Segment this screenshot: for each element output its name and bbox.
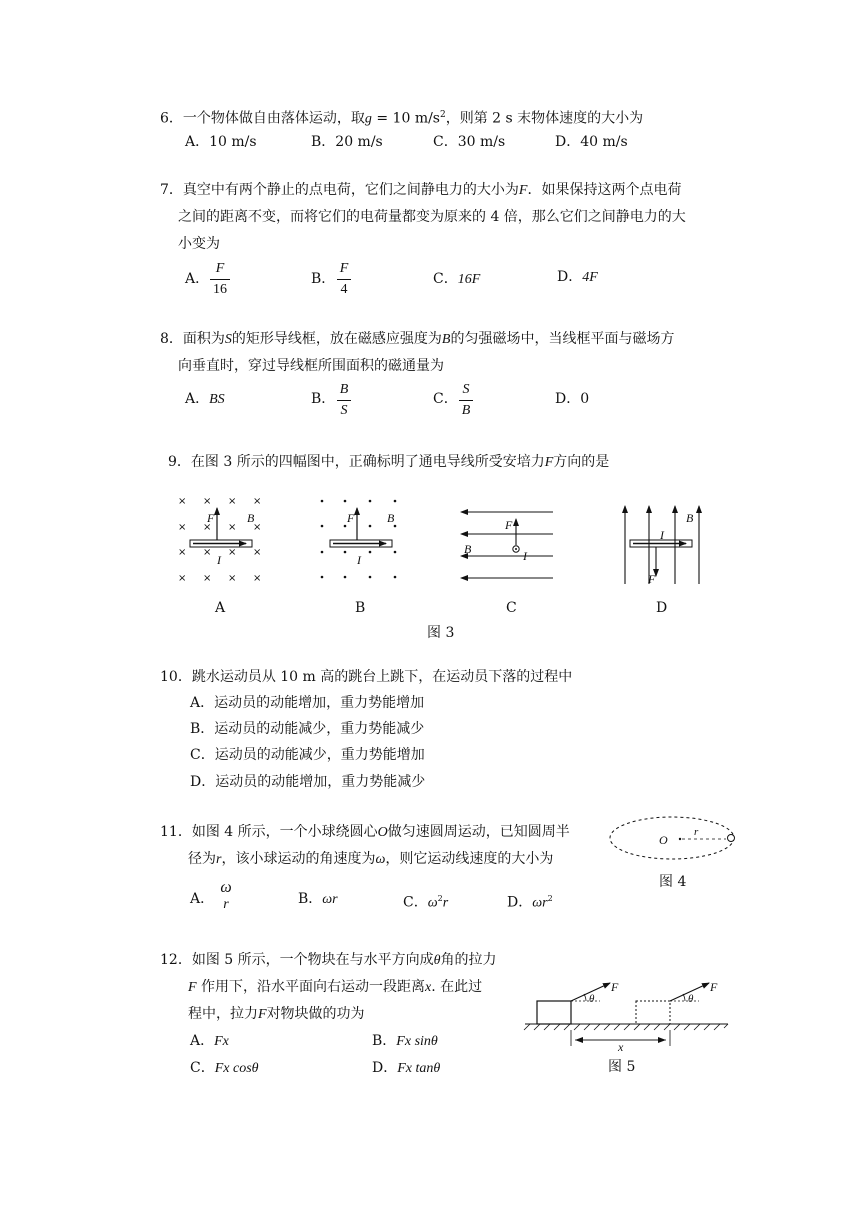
q12-stem-line1: 12．如图 5 所示，一个物块在与水平方向成θ角的拉力 — [160, 952, 497, 968]
svg-text:×: × — [228, 496, 237, 507]
svg-text:×: × — [253, 522, 262, 533]
figure-4-center-label: O — [659, 833, 668, 847]
q6-stem: 6．一个物体做自由落体运动，取g = 10 $m/s^2$，则第 2 s 末物体速度的大小为 — [160, 110, 644, 127]
svg-text:×: × — [178, 496, 187, 507]
figure-4-title: 图 4 — [659, 874, 687, 890]
figure-5-force-label-1: F — [611, 980, 619, 994]
figure-3d-current-label: I — [660, 528, 664, 542]
q11-stem-line1: 11．如图 4 所示，一个小球绕圆心O做匀速圆周运动，已知圆周半 — [160, 824, 570, 840]
figure-3d-force-label: F — [648, 572, 656, 586]
figure-5-title: 图 5 — [608, 1059, 636, 1075]
figure-3d-caption: D — [656, 600, 668, 616]
svg-text:×: × — [253, 573, 262, 584]
svg-text:×: × — [253, 496, 262, 507]
figure-3c-force-label: F — [505, 518, 513, 532]
q12-stem-line3: 程中，拉力F对物块做的功为 — [188, 1006, 365, 1022]
figure-5-force-label-2: F — [710, 980, 718, 994]
figure-5-angle-label-1: θ — [589, 993, 595, 1005]
q11-option-a-label: A． — [190, 891, 215, 907]
q7-stem-line3: 小变为 — [178, 236, 220, 252]
figure-3b-field-label: B — [387, 511, 395, 525]
q11-option-b: B．ωr — [298, 891, 338, 907]
q11-stem-line2: 径为r，该小球运动的角速度为ω，则它运动线速度的大小为 — [188, 851, 554, 867]
svg-text:×: × — [228, 522, 237, 533]
svg-text:×: × — [203, 522, 212, 533]
q10-option-a: A．运动员的动能增加，重力势能增加 — [190, 695, 425, 711]
q7-option-d: D．4F — [557, 269, 598, 285]
q6-option-b: B．20 m/s — [311, 134, 383, 150]
q7-option-b-label: B． — [311, 271, 336, 287]
svg-text:×: × — [203, 573, 212, 584]
q8-option-c-fraction: S B — [459, 382, 473, 419]
q8-option-b-label: B． — [311, 391, 336, 407]
figure-4-diagram — [610, 817, 735, 859]
figure-3c-field-label: B — [464, 542, 472, 556]
figure-5-angle-label-2: θ — [688, 993, 694, 1005]
q8-option-a: A．BS — [185, 391, 225, 407]
q10-option-c: C．运动员的动能减少，重力势能增加 — [190, 747, 425, 763]
svg-text:×: × — [228, 573, 237, 584]
q12-option-d: D．Fx tanθ — [372, 1060, 441, 1076]
svg-text:×: × — [203, 496, 212, 507]
q11-option-c: C．$\omega^2r$ — [403, 894, 449, 911]
figure-3c-current-label: I — [523, 549, 527, 563]
figure-5-diagram — [524, 983, 728, 1046]
q12-stem-line2: F 作用下，沿水平面向右运动一段距离x. 在此过 — [188, 979, 483, 995]
svg-text:×: × — [178, 547, 187, 558]
figure-3b-caption: B — [355, 600, 366, 616]
q8-option-c-label: C． — [433, 391, 458, 407]
q7-option-a-fraction: F 16 — [210, 261, 230, 298]
q12-option-b: B．Fx sinθ — [372, 1033, 438, 1049]
q11-option-d: D．$\omega r^2$ — [507, 894, 553, 911]
q8-option-b-fraction: B S — [337, 382, 351, 419]
q6-option-c: C．30 m/s — [433, 134, 506, 150]
figure-3a-force-label: F — [207, 511, 215, 525]
q9-stem: 9．在图 3 所示的四幅图中，正确标明了通电导线所受安培力F方向的是 — [168, 454, 610, 470]
svg-text:×: × — [253, 547, 262, 558]
q10-option-b: B．运动员的动能减少，重力势能减少 — [190, 721, 425, 737]
figure-3b-current-label: I — [357, 553, 361, 567]
q10-stem: 10．跳水运动员从 10 m 高的跳台上跳下，在运动员下落的过程中 — [160, 669, 573, 685]
figure-3b-force-label: F — [347, 511, 355, 525]
q7-option-c: C．16F — [433, 271, 481, 287]
q10-option-d: D．运动员的动能增加，重力势能减少 — [190, 774, 426, 790]
figure-3-title: 图 3 — [427, 625, 455, 641]
figure-3a-field-label: B — [247, 511, 255, 525]
q7-stem-line1: 7．真空中有两个静止的点电荷，它们之间静电力的大小为F．如果保持这两个点电荷 — [160, 182, 682, 198]
figure-3a-current-label: I — [217, 553, 221, 567]
figure-5-distance-label: x — [618, 1040, 624, 1054]
q8-stem-line1: 8．面积为S的矩形导线框，放在磁感应强度为B的匀强磁场中，当线框平面与磁场方 — [160, 331, 675, 347]
figure-3d-field-label: B — [686, 511, 694, 525]
q7-option-a-label: A． — [185, 271, 210, 287]
q6-option-a: A．10 m/s — [185, 134, 257, 150]
figure-3a-caption: A — [215, 600, 226, 616]
svg-text:×: × — [178, 522, 187, 533]
q7-option-b-fraction: F 4 — [337, 261, 351, 298]
q11-option-a-fraction: ω r — [220, 879, 232, 912]
svg-text:×: × — [228, 547, 237, 558]
q12-option-c: C．Fx cosθ — [190, 1060, 259, 1076]
svg-text:×: × — [178, 573, 187, 584]
figure-3c-caption: C — [506, 600, 517, 616]
q8-stem-line2: 向垂直时，穿过导线框所围面积的磁通量为 — [178, 358, 444, 374]
q7-stem-line2: 之间的距离不变，而将它们的电荷量都变为原来的 4 倍，那么它们之间静电力的大 — [178, 209, 686, 225]
figure-4-radius-label: r — [694, 826, 699, 838]
q12-option-a: A．Fx — [190, 1033, 229, 1049]
svg-text:×: × — [203, 547, 212, 558]
q6-option-d: D．40 m/s — [555, 134, 628, 150]
q8-option-d: D．0 — [555, 391, 590, 407]
